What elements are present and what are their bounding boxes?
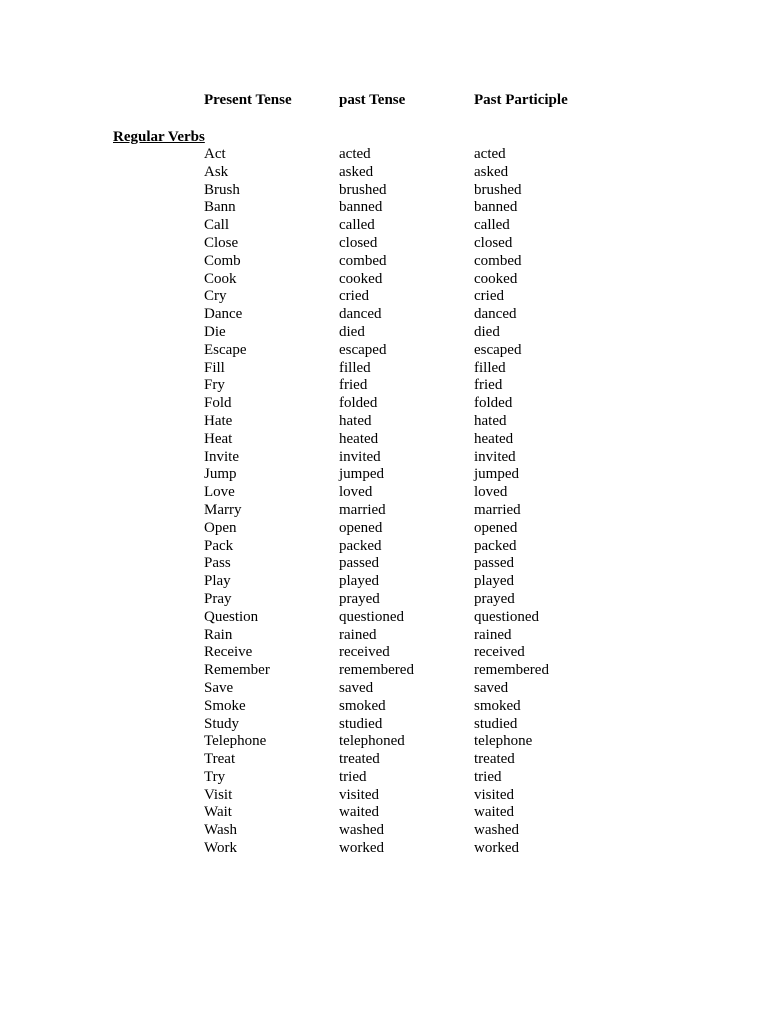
verb-present: Pray [204,590,232,607]
verb-participle: closed [474,234,513,251]
verb-participle: smoked [474,697,521,714]
verb-participle: packed [474,537,517,554]
verb-past: smoked [339,697,386,714]
section-title-regular-verbs: Regular Verbs [113,129,205,145]
table-row [0,804,768,822]
verb-past: asked [339,163,374,180]
verb-past: escaped [339,341,387,358]
verb-present: Remember [204,662,270,679]
verb-participle: opened [474,519,518,536]
verb-past: treated [339,751,380,768]
verb-past: passed [339,555,379,572]
verb-past: hated [339,412,372,429]
table-row [0,164,768,182]
verb-past: filled [339,359,371,376]
verb-past: saved [339,679,374,696]
verb-past: worked [339,840,384,857]
verb-past: played [339,573,379,590]
verb-participle: saved [474,679,509,696]
verb-present: Open [204,519,237,536]
verb-participle: jumped [474,466,519,483]
verb-present: Brush [204,181,240,198]
verb-past: telephoned [339,733,405,750]
verb-past: called [339,217,375,234]
verb-participle: washed [474,822,519,839]
verb-past: cooked [339,270,383,287]
table-row [0,413,768,431]
verb-past: folded [339,395,378,412]
verb-past: jumped [339,466,384,483]
table-row [0,377,768,395]
verb-participle: tried [474,768,502,785]
verb-participle: treated [474,751,515,768]
verb-present: Telephone [204,733,267,750]
table-row [0,716,768,734]
table-row [0,538,768,556]
table-row [0,449,768,467]
verb-present: Fry [204,377,225,394]
verb-participle: played [474,573,514,590]
verb-present: Hate [204,412,233,429]
verb-participle: brushed [474,181,522,198]
verb-present: Receive [204,644,253,661]
verb-participle: passed [474,555,514,572]
verb-present: Heat [204,430,233,447]
verb-past: heated [339,430,379,447]
verb-present: Pack [204,537,234,554]
verb-past: received [339,644,390,661]
verb-past: waited [339,804,379,821]
verb-participle: cried [474,288,504,305]
table-row [0,182,768,200]
table-row [0,520,768,538]
verb-present: Save [204,679,234,696]
verb-participle: rained [474,626,512,643]
verb-past: rained [339,626,377,643]
verb-past: closed [339,234,378,251]
verb-present: Cook [204,270,237,287]
verb-past: visited [339,786,379,803]
verb-participle: banned [474,199,518,216]
verb-present: Rain [204,626,233,643]
table-row [0,466,768,484]
verb-present: Pass [204,555,231,572]
verb-past: cried [339,288,369,305]
table-row [0,769,768,787]
verb-present: Close [204,234,239,251]
verb-past: studied [339,715,383,732]
table-row [0,146,768,164]
verb-participle: died [474,323,500,340]
verb-present: Wash [204,822,237,839]
verb-past: danced [339,306,382,323]
table-row [0,253,768,271]
verb-present: Fold [204,395,232,412]
verb-past: brushed [339,181,387,198]
table-row [0,324,768,342]
table-row [0,627,768,645]
verb-participle: married [474,501,521,518]
verb-present: Dance [204,306,243,323]
table-row [0,751,768,769]
verb-past: opened [339,519,383,536]
table-row [0,431,768,449]
table-row [0,502,768,520]
verb-participle: escaped [474,341,522,358]
verb-past: fried [339,377,368,394]
verb-participle: combed [474,252,522,269]
verb-past: tried [339,768,367,785]
verb-present: Act [204,146,226,162]
verb-past: prayed [339,590,380,607]
header-present-tense: Present Tense [204,92,292,108]
table-row [0,680,768,698]
verb-present: Invite [204,448,239,465]
verb-present: Comb [204,252,241,269]
verb-past: acted [339,146,371,162]
verb-past: loved [339,484,373,501]
verb-present: Smoke [204,697,246,714]
verb-participle: asked [474,163,509,180]
verb-past: questioned [339,608,404,625]
verb-past: remembered [339,662,414,679]
table-row [0,395,768,413]
table-row [0,733,768,751]
table-row [0,199,768,217]
verb-present: Question [204,608,259,625]
verb-participle: cooked [474,270,518,287]
verb-participle: heated [474,430,514,447]
verb-past: married [339,501,386,518]
verb-past: washed [339,822,384,839]
verb-table [0,146,768,858]
table-row [0,484,768,502]
verb-past: combed [339,252,387,269]
table-row [0,698,768,716]
verb-present: Ask [204,163,229,180]
table-row [0,342,768,360]
verb-present: Cry [204,288,227,305]
verb-past: banned [339,199,383,216]
verb-participle: worked [474,840,519,857]
table-row [0,360,768,378]
verb-past: packed [339,537,382,554]
verb-participle: hated [474,412,507,429]
verb-participle: received [474,644,525,661]
table-row [0,662,768,680]
table-row [0,235,768,253]
verb-past: died [339,323,365,340]
verb-participle: loved [474,484,508,501]
verb-present: Wait [204,804,232,821]
header-past-participle: Past Participle [474,92,568,108]
table-row [0,271,768,289]
verb-present: Jump [204,466,237,483]
verb-participle: folded [474,395,513,412]
table-row [0,822,768,840]
verb-participle: invited [474,448,516,465]
verb-past: invited [339,448,381,465]
table-row [0,840,768,858]
verb-participle: called [474,217,510,234]
verb-participle: fried [474,377,503,394]
verb-present: Marry [204,501,242,518]
verb-participle: prayed [474,590,515,607]
column-header-row [0,92,768,112]
verb-present: Bann [204,199,236,216]
table-row [0,787,768,805]
verb-participle: studied [474,715,518,732]
verb-present: Escape [204,341,247,358]
verb-present: Love [204,484,235,501]
verb-present: Fill [204,359,225,376]
verb-present: Work [204,840,237,857]
verb-present: Try [204,768,226,785]
table-row [0,288,768,306]
verb-present: Play [204,573,231,590]
verb-present: Study [204,715,240,732]
verb-present: Call [204,217,229,234]
table-row [0,306,768,324]
verb-participle: visited [474,786,514,803]
table-row [0,217,768,235]
verb-participle: questioned [474,608,539,625]
table-row [0,644,768,662]
verb-participle: filled [474,359,506,376]
table-row [0,573,768,591]
table-row [0,591,768,609]
verb-participle: waited [474,804,514,821]
verb-participle: danced [474,306,517,323]
verb-participle: telephone [474,733,533,750]
table-row [0,555,768,573]
verb-participle: remembered [474,662,549,679]
verb-participle: acted [474,146,506,162]
verb-present: Visit [204,786,233,803]
verb-present: Treat [204,751,236,768]
header-past-tense: past Tense [339,92,406,108]
table-row [0,609,768,627]
verb-present: Die [204,323,226,340]
